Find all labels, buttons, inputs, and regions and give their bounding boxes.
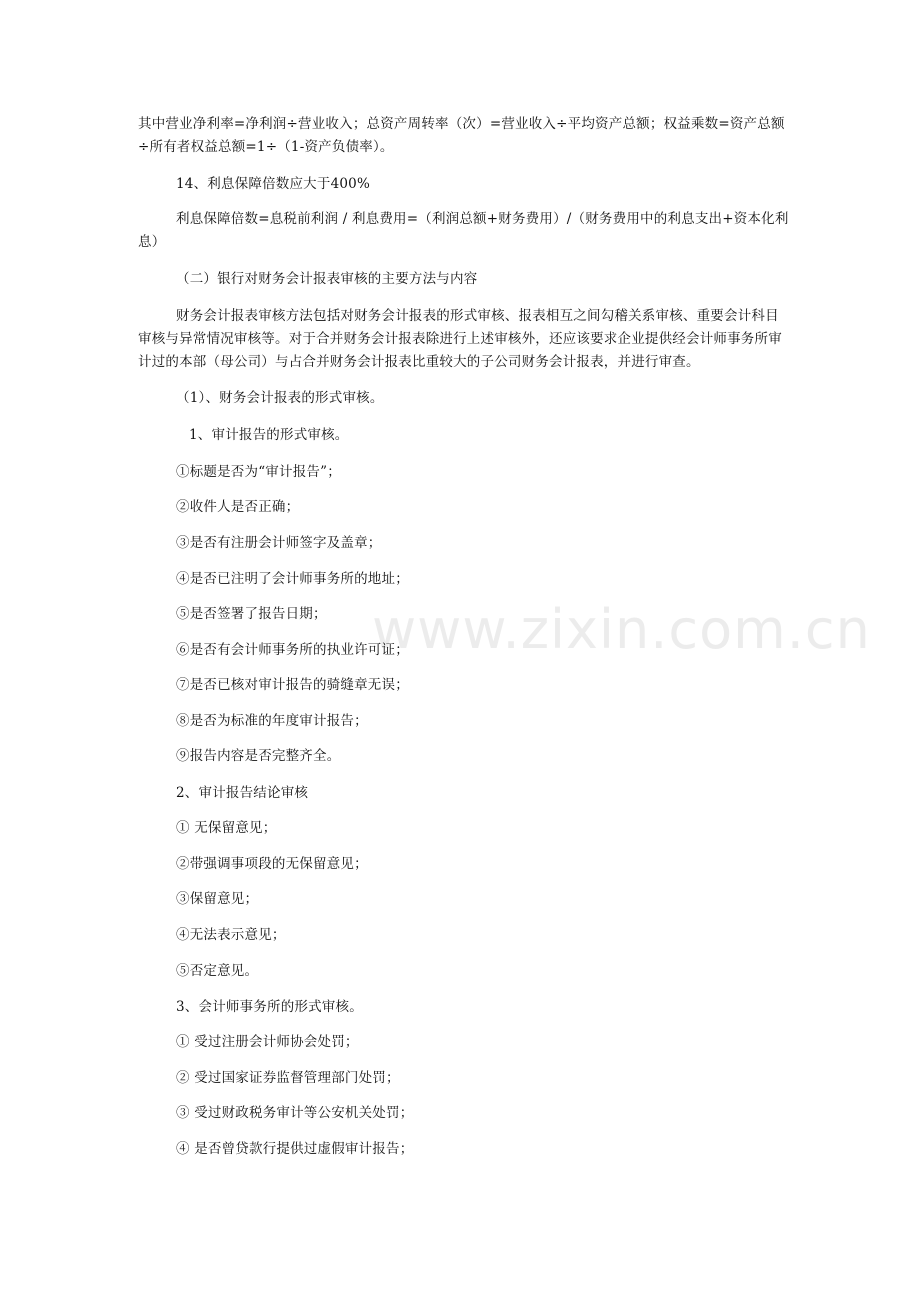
list-item: ⑨报告内容是否完整齐全。: [176, 748, 341, 764]
paragraph-interest-formula: 利息保障倍数=息税前利润 / 利息费用=（利润总额+财务费用）/（财务费用中的利息支出+资本化利息）: [138, 211, 789, 250]
section-heading-bank-review: （二）银行对财务会计报表审核的主要方法与内容: [176, 271, 478, 287]
list-item: ⑥是否有会计师事务所的执业许可证；: [176, 642, 409, 658]
list-item: ② 受过国家证券监督管理部门处罚；: [176, 1070, 400, 1086]
list-item: ③保留意见；: [176, 891, 259, 907]
list-item: ① 无保留意见；: [176, 820, 277, 836]
list-item: ④是否已注明了会计师事务所的地址；: [176, 571, 409, 587]
list-item: ⑧是否为标准的年度审计报告；: [176, 713, 368, 729]
heading-audit-conclusion: 2、审计报告结论审核: [176, 785, 309, 801]
list-item: ⑤是否签署了报告日期；: [176, 606, 327, 622]
heading-accounting-firm-form: 3、会计师事务所的形式审核。: [176, 999, 363, 1015]
paragraph-formula-dupont: 其中营业净利率=净利润÷营业收入；总资产周转率（次）=营业收入÷平均资产总额；权益乘数=资产总额÷所有者权益总额=1÷（1-资产负债率）。: [138, 116, 785, 155]
list-item: ②带强调事项段的无保留意见；: [176, 856, 368, 872]
heading-interest-coverage: 14、利息保障倍数应大于400%: [176, 176, 370, 192]
list-item: ③ 受过财政税务审计等公安机关处罚；: [176, 1105, 414, 1121]
list-item: ① 受过注册会计师协会处罚；: [176, 1034, 359, 1050]
list-item: ④无法表示意见；: [176, 927, 286, 943]
list-item: ⑤否定意见。: [176, 963, 259, 979]
list-item: ③是否有注册会计师签字及盖章；: [176, 535, 382, 551]
paragraph-review-methods: 财务会计报表审核方法包括对财务会计报表的形式审核、报表相互之间勾稽关系审核、重要会计科目审核与异常情况审核等。对于合并财务会计报表除进行上述审核外，还应该要求企业提供经会计师事务所审计过的本部（母公司）与占合并财务会计报表比重较大的子公司财务会计报表，并进行审查。: [138, 308, 782, 370]
watermark-text: www.zixin.com.cn: [372, 598, 871, 661]
list-item: ①标题是否为“审计报告”；: [176, 464, 341, 480]
subheading-form-review: （1）、财务会计报表的形式审核。: [176, 390, 384, 406]
list-item: ②收件人是否正确；: [176, 499, 300, 515]
list-item: ④ 是否曾贷款行提供过虚假审计报告；: [176, 1141, 414, 1157]
list-item: ⑦是否已核对审计报告的骑缝章无误；: [176, 677, 409, 693]
heading-audit-report-form: 1、审计报告的形式审核。: [189, 427, 349, 443]
